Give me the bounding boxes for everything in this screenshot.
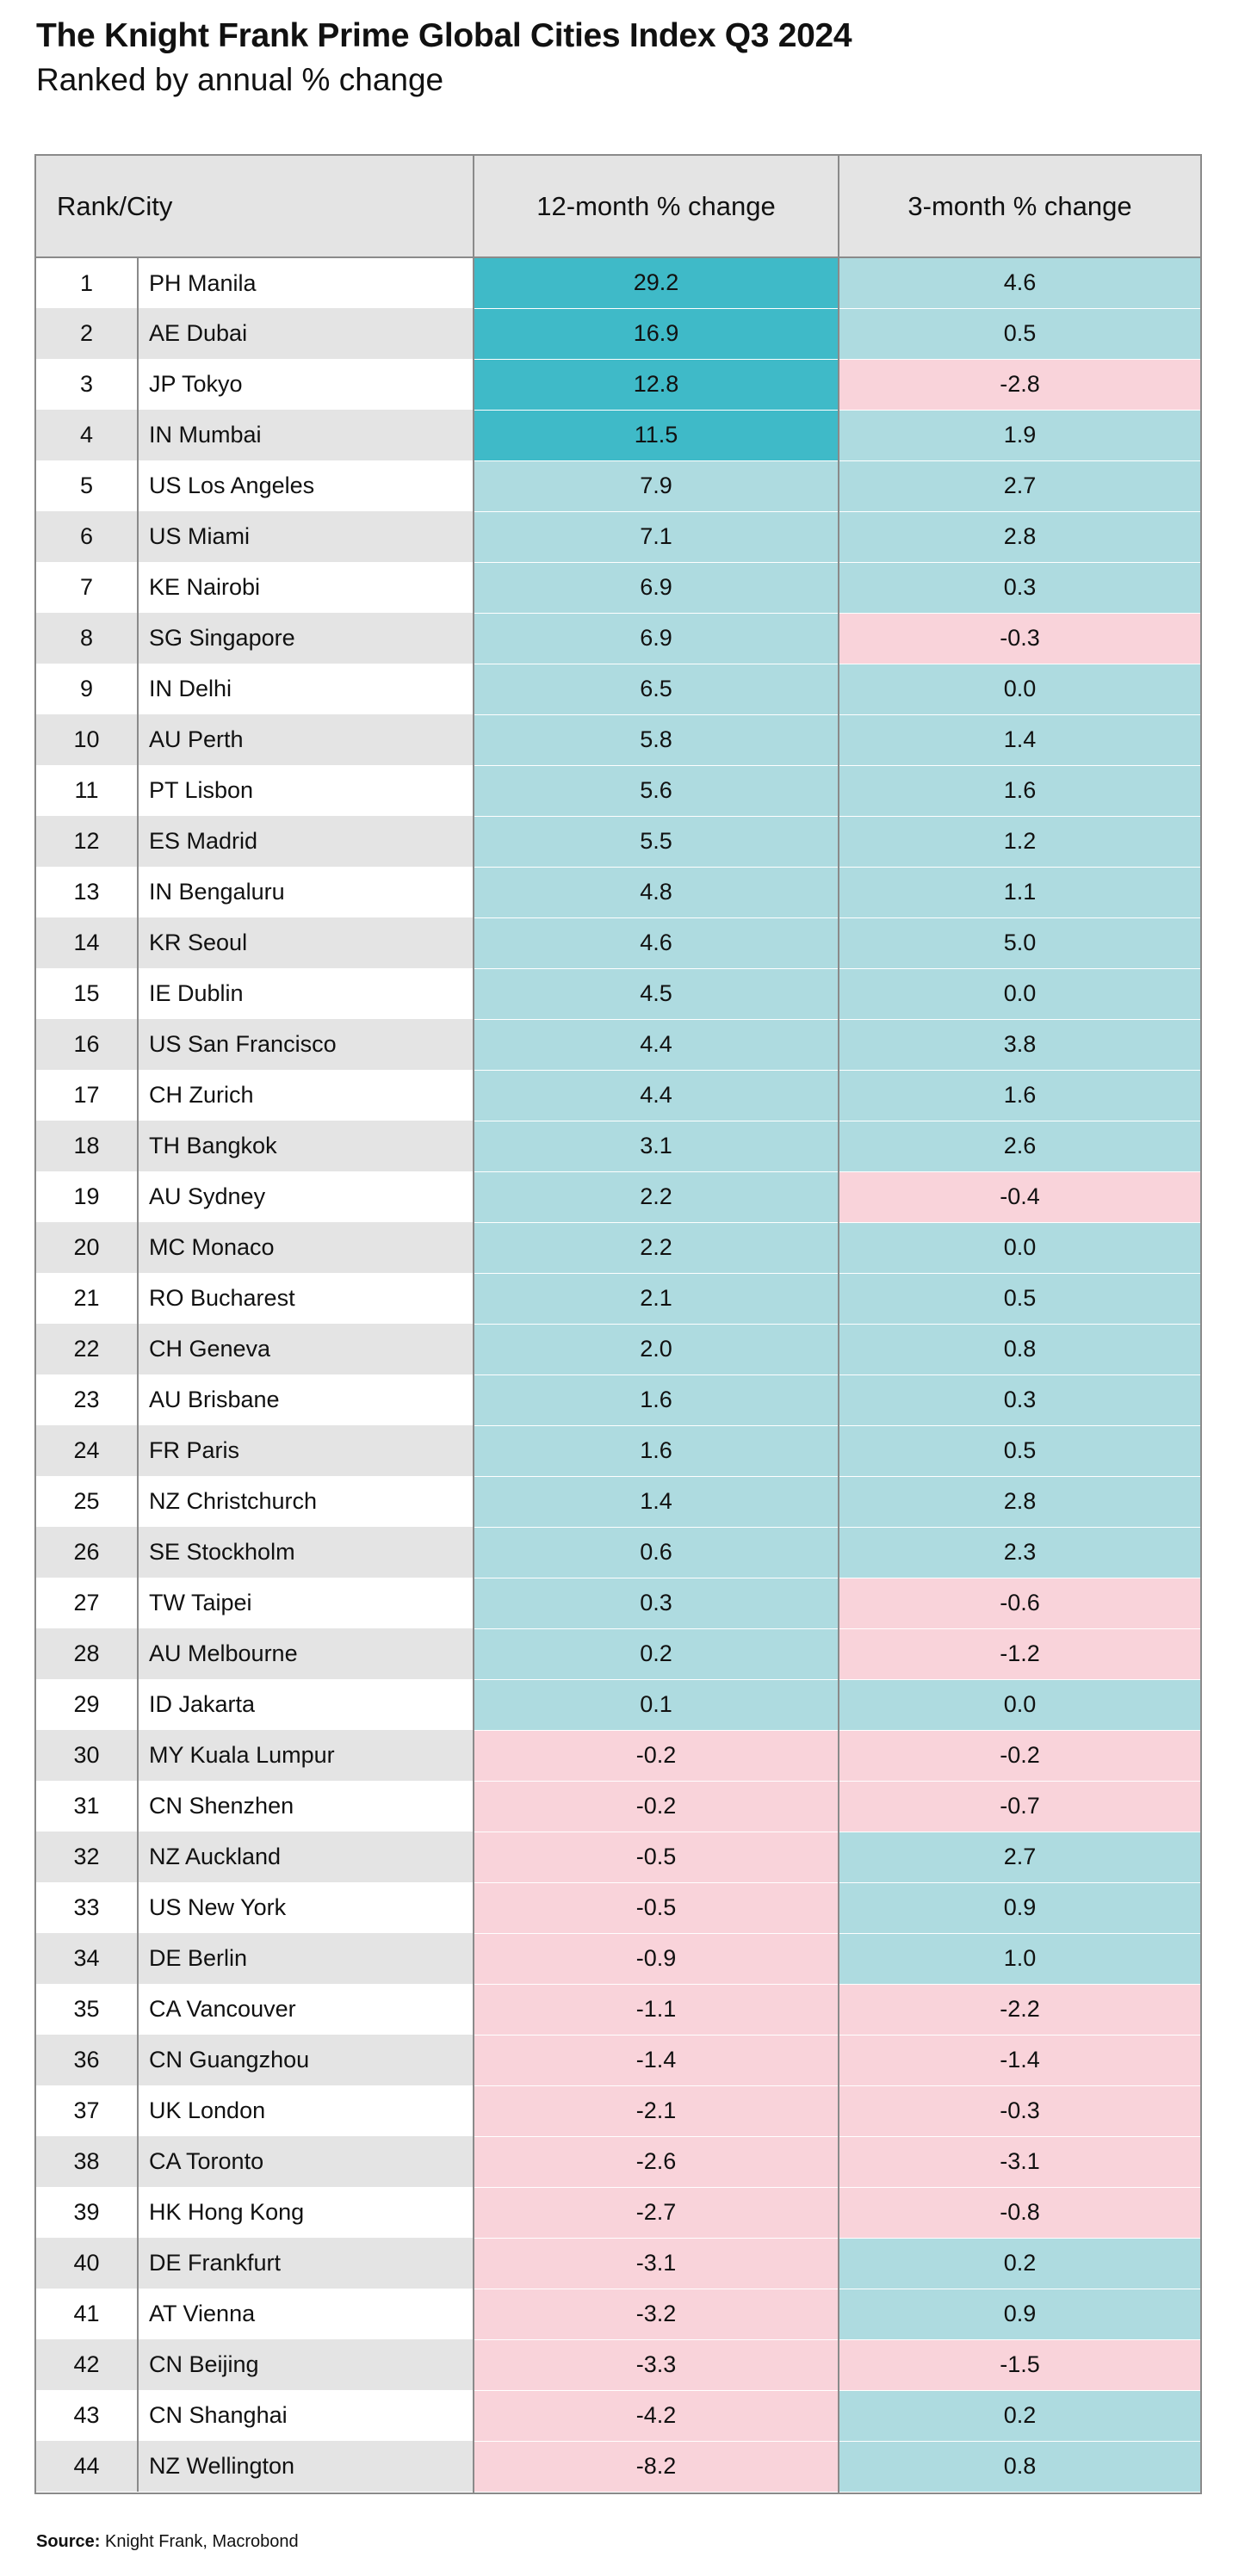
table-row <box>36 1578 1200 1628</box>
three-month-change-cell: 0.5 <box>839 308 1200 359</box>
table-row <box>36 613 1200 664</box>
three-month-change-cell: -0.7 <box>839 1781 1200 1832</box>
three-month-change-cell: -0.3 <box>839 613 1200 664</box>
three-month-change-cell: 0.9 <box>839 2289 1200 2339</box>
rank-cell: 41 <box>36 2289 138 2339</box>
table-row <box>36 460 1200 511</box>
twelve-month-change-cell: -8.2 <box>474 2441 839 2492</box>
rank-cell: 24 <box>36 1425 138 1476</box>
three-month-change-cell: 1.6 <box>839 765 1200 816</box>
source-text: Knight Frank, Macrobond <box>105 2532 299 2551</box>
table-row <box>36 1273 1200 1324</box>
rank-cell: 35 <box>36 1984 138 2035</box>
city-cell: IN Delhi <box>138 664 474 714</box>
rank-cell: 39 <box>36 2187 138 2238</box>
table-row <box>36 1679 1200 1730</box>
twelve-month-change-cell: 2.1 <box>474 1273 839 1324</box>
city-cell: US Los Angeles <box>138 460 474 511</box>
city-cell: AT Vienna <box>138 2289 474 2339</box>
three-month-change-cell: -1.5 <box>839 2339 1200 2390</box>
header-rank-city: Rank/City <box>36 156 474 257</box>
table-row <box>36 917 1200 968</box>
twelve-month-change-cell: 0.2 <box>474 1628 839 1679</box>
table-row <box>36 2085 1200 2136</box>
rank-cell: 23 <box>36 1374 138 1425</box>
three-month-change-cell: 2.7 <box>839 1832 1200 1882</box>
rank-cell: 38 <box>36 2136 138 2187</box>
rank-cell: 7 <box>36 562 138 613</box>
twelve-month-change-cell: -0.2 <box>474 1781 839 1832</box>
city-cell: PH Manila <box>138 257 474 308</box>
table-body <box>36 257 1200 2492</box>
table-row <box>36 765 1200 816</box>
rank-cell: 19 <box>36 1171 138 1222</box>
city-cell: CN Guangzhou <box>138 2035 474 2085</box>
rank-cell: 10 <box>36 714 138 765</box>
twelve-month-change-cell: 1.6 <box>474 1374 839 1425</box>
three-month-change-cell: -0.8 <box>839 2187 1200 2238</box>
city-cell: NZ Christchurch <box>138 1476 474 1527</box>
rank-cell: 11 <box>36 765 138 816</box>
three-month-change-cell: 2.8 <box>839 1476 1200 1527</box>
twelve-month-change-cell: -0.9 <box>474 1933 839 1984</box>
rank-cell: 36 <box>36 2035 138 2085</box>
twelve-month-change-cell: 1.6 <box>474 1425 839 1476</box>
city-cell: AU Sydney <box>138 1171 474 1222</box>
twelve-month-change-cell: 0.6 <box>474 1527 839 1578</box>
twelve-month-change-cell: 7.9 <box>474 460 839 511</box>
city-cell: AU Perth <box>138 714 474 765</box>
three-month-change-cell: 0.0 <box>839 664 1200 714</box>
rank-cell: 13 <box>36 867 138 917</box>
twelve-month-change-cell: -2.6 <box>474 2136 839 2187</box>
three-month-change-cell: 2.3 <box>839 1527 1200 1578</box>
city-cell: CH Zurich <box>138 1070 474 1121</box>
rank-cell: 1 <box>36 257 138 308</box>
three-month-change-cell: -2.8 <box>839 359 1200 410</box>
twelve-month-change-cell: 4.6 <box>474 917 839 968</box>
table-row <box>36 1324 1200 1374</box>
city-cell: FR Paris <box>138 1425 474 1476</box>
city-cell: KR Seoul <box>138 917 474 968</box>
twelve-month-change-cell: 6.9 <box>474 613 839 664</box>
table-row <box>36 1832 1200 1882</box>
table-row <box>36 1933 1200 1984</box>
rank-cell: 3 <box>36 359 138 410</box>
source-label: Source: <box>36 2532 101 2551</box>
three-month-change-cell: 0.2 <box>839 2390 1200 2441</box>
three-month-change-cell: 0.0 <box>839 1222 1200 1273</box>
city-cell: AE Dubai <box>138 308 474 359</box>
twelve-month-change-cell: 4.4 <box>474 1070 839 1121</box>
city-cell: TH Bangkok <box>138 1121 474 1171</box>
city-cell: AU Melbourne <box>138 1628 474 1679</box>
twelve-month-change-cell: 29.2 <box>474 257 839 308</box>
table-row <box>36 1476 1200 1527</box>
table-row <box>36 1781 1200 1832</box>
rank-cell: 22 <box>36 1324 138 1374</box>
table-row <box>36 2390 1200 2441</box>
rank-cell: 14 <box>36 917 138 968</box>
rank-cell: 5 <box>36 460 138 511</box>
rank-cell: 25 <box>36 1476 138 1527</box>
twelve-month-change-cell: -3.1 <box>474 2238 839 2289</box>
three-month-change-cell: 0.5 <box>839 1273 1200 1324</box>
city-cell: NZ Wellington <box>138 2441 474 2492</box>
twelve-month-change-cell: 4.8 <box>474 867 839 917</box>
index-table-container <box>34 154 1202 2494</box>
rank-cell: 27 <box>36 1578 138 1628</box>
twelve-month-change-cell: 4.4 <box>474 1019 839 1070</box>
twelve-month-change-cell: 0.1 <box>474 1679 839 1730</box>
twelve-month-change-cell: 4.5 <box>474 968 839 1019</box>
twelve-month-change-cell: 0.3 <box>474 1578 839 1628</box>
table-row <box>36 1171 1200 1222</box>
table-row <box>36 2441 1200 2492</box>
table-row <box>36 1882 1200 1933</box>
three-month-change-cell: 3.8 <box>839 1019 1200 1070</box>
city-cell: HK Hong Kong <box>138 2187 474 2238</box>
rank-cell: 2 <box>36 308 138 359</box>
twelve-month-change-cell: -4.2 <box>474 2390 839 2441</box>
table-row <box>36 1019 1200 1070</box>
city-cell: CA Vancouver <box>138 1984 474 2035</box>
table-row <box>36 2238 1200 2289</box>
three-month-change-cell: -0.2 <box>839 1730 1200 1781</box>
city-cell: IE Dublin <box>138 968 474 1019</box>
rank-cell: 4 <box>36 410 138 460</box>
header-3-month-change: 3-month % change <box>839 156 1200 257</box>
three-month-change-cell: 1.4 <box>839 714 1200 765</box>
table-row <box>36 2339 1200 2390</box>
table-row <box>36 1527 1200 1578</box>
city-cell: IN Bengaluru <box>138 867 474 917</box>
rank-cell: 12 <box>36 816 138 867</box>
index-table <box>36 156 1200 2493</box>
twelve-month-change-cell: -2.1 <box>474 2085 839 2136</box>
twelve-month-change-cell: 11.5 <box>474 410 839 460</box>
three-month-change-cell: -0.6 <box>839 1578 1200 1628</box>
twelve-month-change-cell: 5.5 <box>474 816 839 867</box>
rank-cell: 17 <box>36 1070 138 1121</box>
three-month-change-cell: 0.9 <box>839 1882 1200 1933</box>
table-row <box>36 1984 1200 2035</box>
table-row <box>36 2289 1200 2339</box>
twelve-month-change-cell: 3.1 <box>474 1121 839 1171</box>
rank-cell: 34 <box>36 1933 138 1984</box>
rank-cell: 42 <box>36 2339 138 2390</box>
three-month-change-cell: 2.6 <box>839 1121 1200 1171</box>
rank-cell: 32 <box>36 1832 138 1882</box>
three-month-change-cell: -2.2 <box>839 1984 1200 2035</box>
three-month-change-cell: 4.6 <box>839 257 1200 308</box>
three-month-change-cell: 0.3 <box>839 562 1200 613</box>
three-month-change-cell: 0.5 <box>839 1425 1200 1476</box>
city-cell: CN Shenzhen <box>138 1781 474 1832</box>
city-cell: KE Nairobi <box>138 562 474 613</box>
twelve-month-change-cell: -0.5 <box>474 1882 839 1933</box>
city-cell: SE Stockholm <box>138 1527 474 1578</box>
twelve-month-change-cell: -3.2 <box>474 2289 839 2339</box>
rank-cell: 15 <box>36 968 138 1019</box>
rank-cell: 16 <box>36 1019 138 1070</box>
twelve-month-change-cell: 2.0 <box>474 1324 839 1374</box>
twelve-month-change-cell: 6.9 <box>474 562 839 613</box>
city-cell: ID Jakarta <box>138 1679 474 1730</box>
rank-cell: 29 <box>36 1679 138 1730</box>
rank-cell: 28 <box>36 1628 138 1679</box>
twelve-month-change-cell: -1.4 <box>474 2035 839 2085</box>
header-12-month-change: 12-month % change <box>474 156 839 257</box>
rank-cell: 44 <box>36 2441 138 2492</box>
twelve-month-change-cell: 7.1 <box>474 511 839 562</box>
twelve-month-change-cell: 16.9 <box>474 308 839 359</box>
table-row <box>36 1070 1200 1121</box>
table-row <box>36 2136 1200 2187</box>
rank-cell: 9 <box>36 664 138 714</box>
three-month-change-cell: -0.4 <box>839 1171 1200 1222</box>
table-row <box>36 562 1200 613</box>
table-row <box>36 867 1200 917</box>
twelve-month-change-cell: 12.8 <box>474 359 839 410</box>
city-cell: IN Mumbai <box>138 410 474 460</box>
rank-cell: 6 <box>36 511 138 562</box>
three-month-change-cell: 5.0 <box>839 917 1200 968</box>
header-row <box>36 156 1200 257</box>
city-cell: NZ Auckland <box>138 1832 474 1882</box>
city-cell: CN Beijing <box>138 2339 474 2390</box>
city-cell: ES Madrid <box>138 816 474 867</box>
rank-cell: 21 <box>36 1273 138 1324</box>
rank-cell: 33 <box>36 1882 138 1933</box>
table-row <box>36 410 1200 460</box>
table-row <box>36 1730 1200 1781</box>
rank-cell: 26 <box>36 1527 138 1578</box>
twelve-month-change-cell: 1.4 <box>474 1476 839 1527</box>
table-row <box>36 2187 1200 2238</box>
source-note <box>36 2532 299 2552</box>
city-cell: CH Geneva <box>138 1324 474 1374</box>
twelve-month-change-cell: -0.2 <box>474 1730 839 1781</box>
city-cell: RO Bucharest <box>138 1273 474 1324</box>
twelve-month-change-cell: 6.5 <box>474 664 839 714</box>
table-row <box>36 359 1200 410</box>
table-row <box>36 308 1200 359</box>
city-cell: CA Toronto <box>138 2136 474 2187</box>
three-month-change-cell: 0.2 <box>839 2238 1200 2289</box>
three-month-change-cell: 2.7 <box>839 460 1200 511</box>
city-cell: MC Monaco <box>138 1222 474 1273</box>
table-row <box>36 664 1200 714</box>
table-header <box>36 156 1200 257</box>
three-month-change-cell: -1.4 <box>839 2035 1200 2085</box>
page-subtitle: Ranked by annual % change <box>36 62 444 97</box>
city-cell: AU Brisbane <box>138 1374 474 1425</box>
table-row <box>36 1222 1200 1273</box>
rank-cell: 18 <box>36 1121 138 1171</box>
rank-cell: 31 <box>36 1781 138 1832</box>
rank-cell: 43 <box>36 2390 138 2441</box>
twelve-month-change-cell: -3.3 <box>474 2339 839 2390</box>
table-row <box>36 2035 1200 2085</box>
three-month-change-cell: -1.2 <box>839 1628 1200 1679</box>
city-cell: DE Frankfurt <box>138 2238 474 2289</box>
table-row <box>36 714 1200 765</box>
twelve-month-change-cell: 2.2 <box>474 1222 839 1273</box>
three-month-change-cell: 0.0 <box>839 1679 1200 1730</box>
city-cell: SG Singapore <box>138 613 474 664</box>
twelve-month-change-cell: -1.1 <box>474 1984 839 2035</box>
table-row <box>36 1425 1200 1476</box>
rank-cell: 30 <box>36 1730 138 1781</box>
table-row <box>36 511 1200 562</box>
rank-cell: 8 <box>36 613 138 664</box>
three-month-change-cell: 0.0 <box>839 968 1200 1019</box>
city-cell: US New York <box>138 1882 474 1933</box>
three-month-change-cell: 0.3 <box>839 1374 1200 1425</box>
three-month-change-cell: 1.1 <box>839 867 1200 917</box>
city-cell: US Miami <box>138 511 474 562</box>
table-row <box>36 968 1200 1019</box>
three-month-change-cell: 0.8 <box>839 1324 1200 1374</box>
city-cell: UK London <box>138 2085 474 2136</box>
page-title: The Knight Frank Prime Global Cities Index Q3 2024 <box>36 17 852 54</box>
table-row <box>36 257 1200 308</box>
three-month-change-cell: 1.6 <box>839 1070 1200 1121</box>
table-row <box>36 816 1200 867</box>
rank-cell: 37 <box>36 2085 138 2136</box>
table-row <box>36 1628 1200 1679</box>
twelve-month-change-cell: -0.5 <box>474 1832 839 1882</box>
three-month-change-cell: -3.1 <box>839 2136 1200 2187</box>
twelve-month-change-cell: 5.6 <box>474 765 839 816</box>
city-cell: DE Berlin <box>138 1933 474 1984</box>
three-month-change-cell: 1.2 <box>839 816 1200 867</box>
three-month-change-cell: 1.9 <box>839 410 1200 460</box>
city-cell: JP Tokyo <box>138 359 474 410</box>
rank-cell: 40 <box>36 2238 138 2289</box>
city-cell: MY Kuala Lumpur <box>138 1730 474 1781</box>
three-month-change-cell: 1.0 <box>839 1933 1200 1984</box>
city-cell: US San Francisco <box>138 1019 474 1070</box>
city-cell: PT Lisbon <box>138 765 474 816</box>
three-month-change-cell: 2.8 <box>839 511 1200 562</box>
table-row <box>36 1374 1200 1425</box>
city-cell: CN Shanghai <box>138 2390 474 2441</box>
rank-cell: 20 <box>36 1222 138 1273</box>
city-cell: TW Taipei <box>138 1578 474 1628</box>
twelve-month-change-cell: 2.2 <box>474 1171 839 1222</box>
twelve-month-change-cell: -2.7 <box>474 2187 839 2238</box>
table-row <box>36 1121 1200 1171</box>
three-month-change-cell: 0.8 <box>839 2441 1200 2492</box>
twelve-month-change-cell: 5.8 <box>474 714 839 765</box>
three-month-change-cell: -0.3 <box>839 2085 1200 2136</box>
